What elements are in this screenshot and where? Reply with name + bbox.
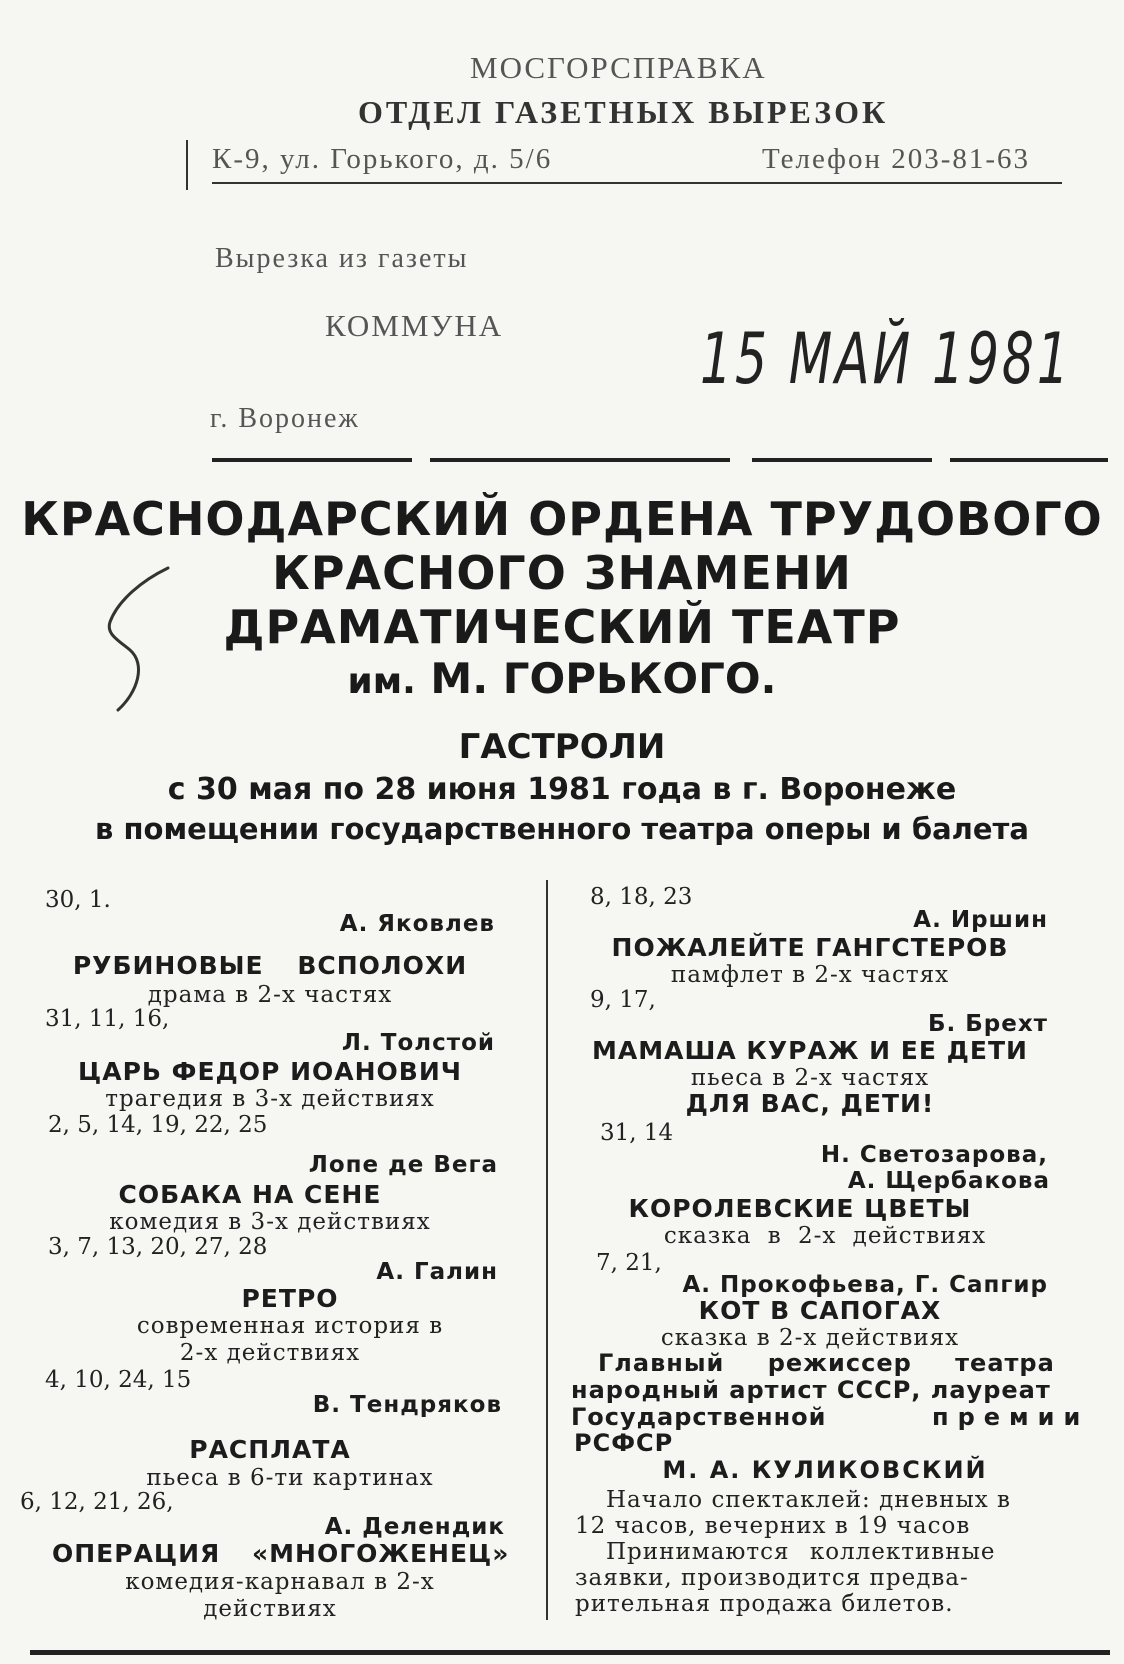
column-divider [546, 880, 548, 1620]
theatre-title-line3: ДРАМАТИЧЕСКИЙ ТЕАТР [223, 600, 901, 654]
newspaper-name: КОММУНА [325, 308, 504, 343]
header-margin-line [186, 140, 188, 190]
play-genre: сказка в 2-х действиях [660, 1325, 960, 1351]
play-dates: 6, 12, 21, 26, [20, 1489, 174, 1515]
notes-line: Начало спектаклей: дневных в [606, 1487, 1011, 1513]
notes-line: рительная продажа билетов. [575, 1591, 954, 1617]
play-author: Лопе де Вега [308, 1152, 498, 1178]
play-title: КОРОЛЕВСКИЕ ЦВЕТЫ [628, 1194, 972, 1223]
header-rule [212, 182, 1062, 184]
cut-line-4 [950, 458, 1108, 462]
play-author: А. Щербакова [847, 1168, 1050, 1194]
play-author: Л. Толстой [341, 1030, 495, 1056]
bureau-name: МОСГОРСПРАВКА [470, 50, 767, 85]
credits-line: премии [932, 1403, 1090, 1431]
tour-venue: в помещении государственного театра оперы и балета [95, 812, 1029, 846]
credits-line: Главный режиссер театра [598, 1349, 1055, 1377]
play-dates: 7, 21, [596, 1250, 662, 1276]
play-dates: 31, 11, 16, [45, 1006, 170, 1032]
notes-line: Принимаются коллективные [606, 1539, 996, 1565]
play-title: РЕТРО [241, 1284, 339, 1313]
play-dates: 31, 14 [600, 1120, 674, 1146]
play-title: ПОЖАЛЕЙТЕ ГАНГСТЕРОВ [611, 933, 1009, 962]
play-dates: 30, 1. [45, 887, 111, 913]
play-author: В. Тендряков [312, 1392, 502, 1418]
play-genre: комедия в 3-х действиях [109, 1209, 431, 1235]
play-author: А. Прокофьева, Г. Сапгир [682, 1272, 1048, 1298]
bureau-address: К-9, ул. Горького, д. 5/6 [212, 143, 553, 175]
play-author: Н. Светозарова, [820, 1142, 1048, 1168]
tour-dates: с 30 мая по 28 июня 1981 года в г. Воронеже [167, 772, 957, 807]
play-genre: сказка в 2-х действиях [663, 1223, 987, 1249]
credits-line: РСФСР [574, 1429, 674, 1457]
tour-heading: ГАСТРОЛИ [458, 727, 666, 767]
cut-line-3 [752, 458, 932, 462]
play-author: А. Иршин [913, 907, 1048, 933]
play-genre: 2-х действиях [179, 1340, 361, 1366]
play-author: А. Делендик [324, 1514, 505, 1540]
notes-line: 12 часов, вечерних в 19 часов [575, 1513, 971, 1539]
notes-line: заявки, производится предва- [575, 1565, 969, 1591]
play-genre: трагедия в 3-х действиях [105, 1086, 435, 1112]
cut-line-1 [212, 458, 412, 462]
department-name: ОТДЕЛ ГАЗЕТНЫХ ВЫРЕЗОК [358, 94, 889, 130]
date-stamp: 15 МАЙ 1981 [700, 318, 1072, 400]
bureau-phone: Телефон 203-81-63 [762, 143, 1031, 175]
bottom-edge [30, 1650, 1110, 1655]
play-genre: современная история в [136, 1313, 444, 1339]
play-title: КОТ В САПОГАХ [698, 1296, 942, 1325]
play-title: РАСПЛАТА [189, 1435, 351, 1464]
credits-line: народный артист СССР, лауреат [571, 1376, 1051, 1404]
play-author: А. Яковлев [339, 911, 495, 937]
play-dates: 4, 10, 24, 15 [45, 1367, 192, 1393]
theatre-title-line2: КРАСНОГО ЗНАМЕНИ [272, 546, 852, 600]
cut-line-2 [430, 458, 730, 462]
play-dates: 9, 17, [590, 987, 656, 1013]
credits-line: Государственной [571, 1403, 827, 1431]
theatre-title-line4 [0, 654, 1124, 703]
newspaper-city: г. Воронеж [210, 403, 360, 434]
play-dates: 2, 5, 14, 19, 22, 25 [48, 1112, 268, 1138]
play-title: ОПЕРАЦИЯ «МНОГОЖЕНЕЦ» [52, 1539, 510, 1568]
play-genre: комедия-карнавал в 2-х [125, 1569, 435, 1595]
title-prefix: им. [347, 661, 416, 702]
director-name: М. А. КУЛИКОВСКИЙ [662, 1456, 988, 1484]
play-author: А. Галин [376, 1259, 498, 1285]
play-genre: действиях [203, 1596, 337, 1622]
play-genre: пьеса в 6-ти картинах [146, 1465, 434, 1491]
play-genre: пьеса в 2-х частях [690, 1065, 930, 1091]
play-dates: 8, 18, 23 [590, 884, 693, 910]
play-genre: драма в 2-х частях [147, 982, 393, 1008]
play-title: РУБИНОВЫЕ ВСПОЛОХИ [72, 951, 468, 980]
theatre-title-line1: КРАСНОДАРСКИЙ ОРДЕНА ТРУДОВОГО [21, 492, 1103, 546]
clipping-label: Вырезка из газеты [215, 243, 469, 274]
play-title: СОБАКА НА СЕНЕ [118, 1180, 382, 1209]
play-title: ЦАРЬ ФЕДОР ИОАНОВИЧ [78, 1057, 462, 1086]
play-dates: 3, 7, 13, 20, 27, 28 [48, 1234, 268, 1260]
children-section-heading: ДЛЯ ВАС, ДЕТИ! [685, 1089, 935, 1118]
play-title: МАМАША КУРАЖ И ЕЕ ДЕТИ [592, 1036, 1028, 1065]
title-name: М. ГОРЬКОГО. [430, 654, 777, 703]
play-author: Б. Брехт [927, 1011, 1048, 1037]
play-genre: памфлет в 2-х частях [670, 962, 950, 988]
